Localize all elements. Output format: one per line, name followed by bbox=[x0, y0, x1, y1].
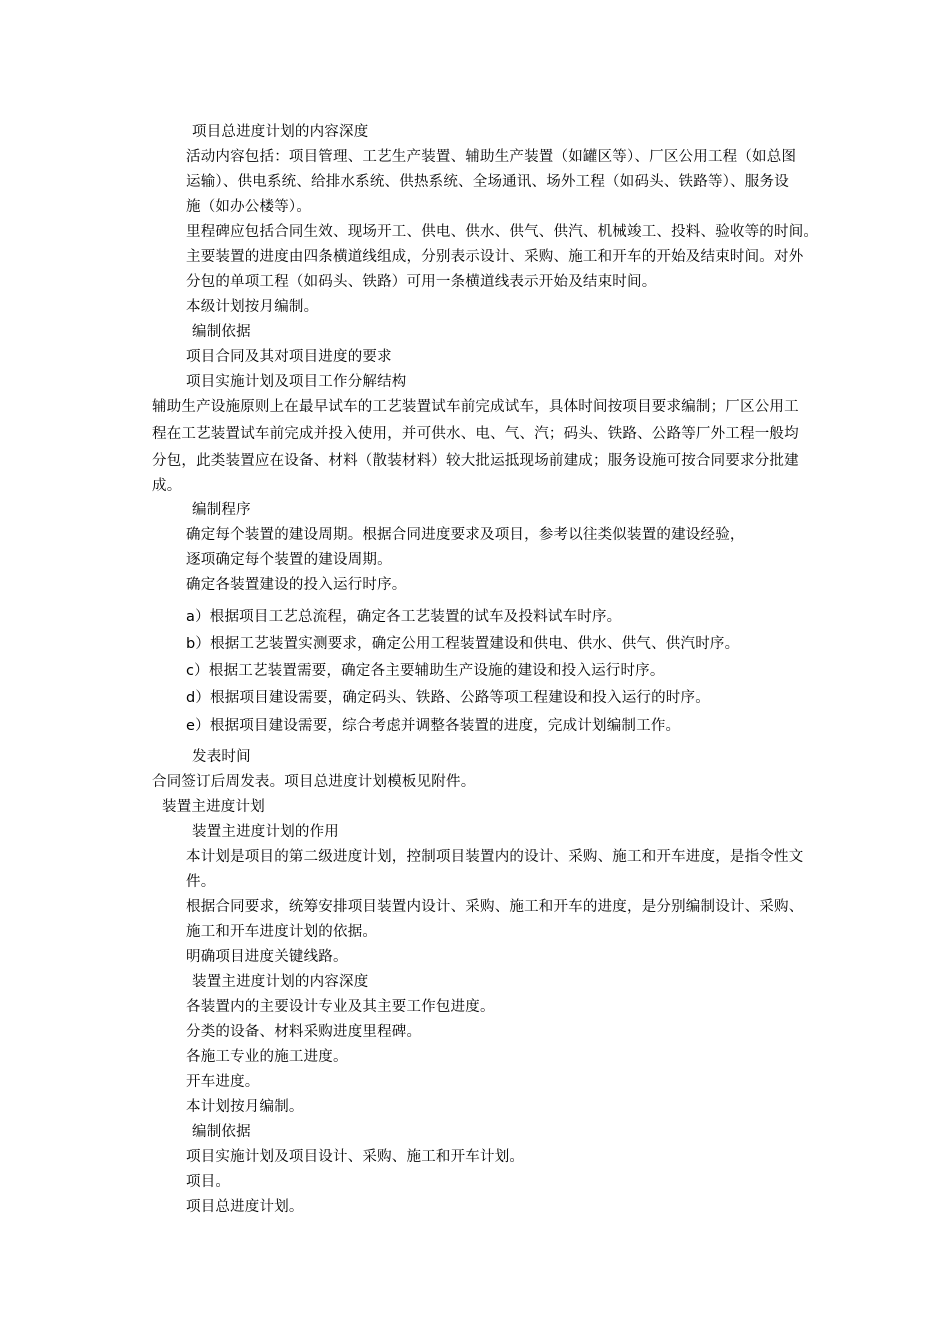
paragraph-line: 分包的单项工程（如码头、铁路）可用一条横道线表示开始及结束时间。 bbox=[186, 274, 657, 290]
paragraph-line: 根据合同要求，统筹安排项目装置内设计、采购、施工和开车的进度，是分别编制设计、采购、 bbox=[186, 899, 804, 915]
list-item: c）根据工艺装置需要，确定各主要辅助生产设施的建设和投入运行时序。 bbox=[186, 663, 665, 679]
section-heading: 装置主进度计划的内容深度 bbox=[192, 974, 369, 990]
paragraph-line: 开车进度。 bbox=[186, 1074, 260, 1090]
list-item: d）根据项目建设需要，确定码头、铁路、公路等项工程建设和投入运行的时序。 bbox=[186, 690, 710, 706]
paragraph-line: 项目合同及其对项目进度的要求 bbox=[186, 349, 392, 365]
paragraph-line: 里程碑应包括合同生效、现场开工、供电、供水、供气、供汽、机械竣工、投料、验收等的时间。 bbox=[186, 224, 819, 240]
list-item: e）根据项目建设需要，综合考虑并调整各装置的进度，完成计划编制工作。 bbox=[186, 718, 681, 734]
paragraph-line: 明确项目进度关键线路。 bbox=[186, 949, 348, 965]
paragraph-line: 件。 bbox=[186, 874, 216, 890]
paragraph-line: 成。 bbox=[152, 478, 182, 494]
section-heading: 发表时间 bbox=[192, 749, 251, 765]
paragraph-line: 本计划按月编制。 bbox=[186, 1099, 304, 1115]
paragraph-line: 各装置内的主要设计专业及其主要工作包进度。 bbox=[186, 999, 495, 1015]
section-heading: 项目总进度计划的内容深度 bbox=[192, 124, 369, 140]
paragraph-line: 程在工艺装置试车前完成并投入使用，并可供水、电、气、汽；码头、铁路、公路等厂外工程一般均 bbox=[152, 426, 799, 442]
paragraph-line: 项目总进度计划。 bbox=[186, 1199, 304, 1215]
section-heading: 装置主进度计划的作用 bbox=[192, 824, 339, 840]
paragraph-line: 主要装置的进度由四条横道线组成，分别表示设计、采购、施工和开车的开始及结束时间。对外 bbox=[186, 249, 804, 265]
paragraph-line: 合同签订后周发表。项目总进度计划模板见附件。 bbox=[152, 774, 476, 790]
list-item: b）根据工艺装置实测要求，确定公用工程装置建设和供电、供水、供气、供汽时序。 bbox=[186, 636, 740, 652]
paragraph-line: 确定各装置建设的投入运行时序。 bbox=[186, 577, 407, 593]
paragraph-line: 各施工专业的施工进度。 bbox=[186, 1049, 348, 1065]
paragraph-line: 项目实施计划及项目工作分解结构 bbox=[186, 374, 407, 390]
paragraph-line: 分类的设备、材料采购进度里程碑。 bbox=[186, 1024, 422, 1040]
paragraph-line: 项目实施计划及项目设计、采购、施工和开车计划。 bbox=[186, 1149, 525, 1165]
paragraph-line: 施工和开车进度计划的依据。 bbox=[186, 924, 378, 940]
chapter-heading: 装置主进度计划 bbox=[162, 799, 265, 815]
paragraph-line: 本计划是项目的第二级进度计划，控制项目装置内的设计、采购、施工和开车进度，是指令性文 bbox=[186, 849, 804, 865]
section-heading: 编制依据 bbox=[192, 324, 251, 340]
paragraph-line: 辅助生产设施原则上在最早试车的工艺装置试车前完成试车，具体时间按项目要求编制；厂区公用工 bbox=[152, 399, 799, 415]
paragraph-line: 项目。 bbox=[186, 1174, 231, 1190]
paragraph-line: 运输）、供电系统、给排水系统、供热系统、全场通讯、场外工程（如码头、铁路等）、服务设 bbox=[186, 174, 789, 190]
section-heading: 编制程序 bbox=[192, 502, 251, 518]
paragraph-line: 逐项确定每个装置的建设周期。 bbox=[186, 552, 392, 568]
paragraph-line: 本级计划按月编制。 bbox=[186, 299, 319, 315]
paragraph-line: 确定每个装置的建设周期。根据合同进度要求及项目，参考以往类似装置的建设经验， bbox=[186, 527, 745, 543]
list-item: a）根据项目工艺总流程，确定各工艺装置的试车及投料试车时序。 bbox=[186, 609, 622, 625]
paragraph-line: 施（如办公楼等）。 bbox=[186, 199, 312, 215]
section-heading: 编制依据 bbox=[192, 1124, 251, 1140]
paragraph-line: 活动内容包括：项目管理、工艺生产装置、辅助生产装置（如罐区等）、厂区公用工程（如总图 bbox=[186, 149, 797, 165]
paragraph-line: 分包，此类装置应在设备、材料（散装材料）较大批运抵现场前建成；服务设施可按合同要求分批建 bbox=[152, 453, 799, 469]
